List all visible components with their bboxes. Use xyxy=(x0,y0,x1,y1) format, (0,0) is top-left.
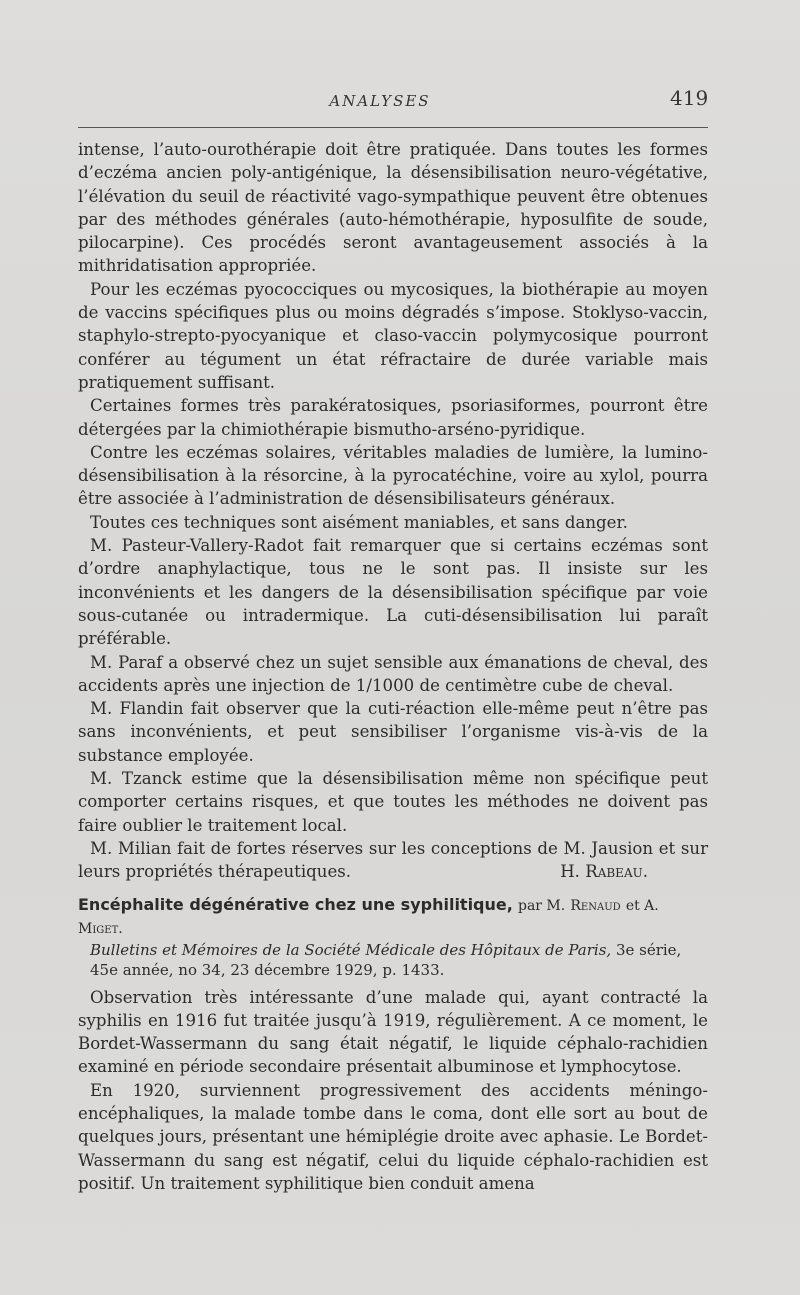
paragraph: Toutes ces techniques sont aisément maniables, et sans danger. xyxy=(90,512,628,532)
article-heading xyxy=(78,894,708,940)
author-2: Miget. xyxy=(78,920,123,937)
article-reference xyxy=(78,940,708,980)
paragraph: En 1920, surviennent progressivement des accidents méningo-encéphaliques, la malade tombe dans le coma, dont elle sort au bout de quelques jours, présentant une hémiplégie droite avec aphasie. Le Bordet-Wassermann du sang est négatif, celui du liquide céphalo-rachidien est positif. Un traitement syphilitique bien conduit amena xyxy=(78,1080,708,1193)
article-title: Encéphalite dégénérative chez une syphilitique, xyxy=(78,894,513,914)
paragraph: Contre les eczémas solaires, véritables maladies de lumière, la lumino-désensibilisation à la résorcine, à la pyrocatéchine, voire au xylol, pourra être associée à l’administration de désensibilisateurs généraux. xyxy=(78,442,708,509)
paragraph: M. Tzanck estime que la désensibilisation même non spécifique peut comporter certains risques, et que toutes les méthodes ne doivent pas faire oublier le traitement local. xyxy=(78,769,708,835)
paragraph: intense, l’auto-ourothérapie doit être pratiquée. Dans toutes les formes d’eczéma ancien poly-antigénique, la désensibilisation neuro-végétative, l’élévation du seuil de réactivité vago-sympathique peuvent être obtenues par des méthodes générales (auto-hémothérapie, hyposulfite de soude, pilocarpine). Ces procédés seront avantageusement associés à la mithridatisation appropriée. xyxy=(78,140,708,276)
paragraph: Pour les eczémas pyococciques ou mycosiques, la biothérapie au moyen de vaccins spécifiques plus ou moins dégradés s’impose. Stoklyso-vaccin, staphylo-strepto-pyocyanique et claso-vaccin polymycosique pourront conférer au tégument un état réfractaire de durée variable mais pratiquement suffisant. xyxy=(78,279,708,392)
header-rule xyxy=(78,127,708,128)
running-header: ANALYSES xyxy=(329,92,431,110)
author-1: Renaud xyxy=(570,897,621,914)
paragraph: Certaines formes très parakératosiques, psoriasiformes, pourront être détergées par la chimiothérapie bismutho-arséno-pyridique. xyxy=(78,396,708,439)
paragraph-text: M. Milian fait de fortes réserves sur les conceptions de M. Jausion et sur leurs propriétés thérapeutiques. xyxy=(78,838,708,882)
body-text xyxy=(78,138,708,1195)
page-number: 419 xyxy=(670,86,709,110)
signature: H. Rabeau. xyxy=(560,862,648,882)
paragraph: Observation très intéressante d’une malade qui, ayant contracté la syphilis en 1916 fut traitée jusqu’à 1919, régulièrement. A ce moment, le Bordet-Wassermann du sang était négatif, le liquide céphalo-rachidien examiné en période secondaire présentait albuminose et lymphocytose. xyxy=(78,987,708,1077)
and-word: et A. xyxy=(625,897,659,914)
paragraph: M. Paraf a observé chez un sujet sensible aux émanations de cheval, des accidents après une injection de 1/1000 de centimètre cube de cheval. xyxy=(78,652,708,695)
reference-details: 3e série, 45e année, no 34, 23 décembre 1929, p. 1433. xyxy=(90,940,682,979)
paragraph-with-signature xyxy=(78,837,708,884)
journal-name: Bulletins et Mémoires de la Société Médicale des Hôpitaux de Paris, xyxy=(90,940,612,959)
by-prefix: par M. xyxy=(517,897,566,914)
paragraph: M. Flandin fait observer que la cuti-réaction elle-même peut n’être pas sans inconvénients, et peut sensibiliser l’organisme vis-à-vis de la substance employée. xyxy=(78,699,708,765)
paragraph: M. Pasteur-Vallery-Radot fait remarquer que si certains eczémas sont d’ordre anaphylactique, tous ne le sont pas. Il insiste sur les inconvénients et les dangers de la désensibilisation spécifique par voie sous-cutanée ou intradermique. La cuti-désensibilisation lui paraît préférable. xyxy=(78,536,708,649)
